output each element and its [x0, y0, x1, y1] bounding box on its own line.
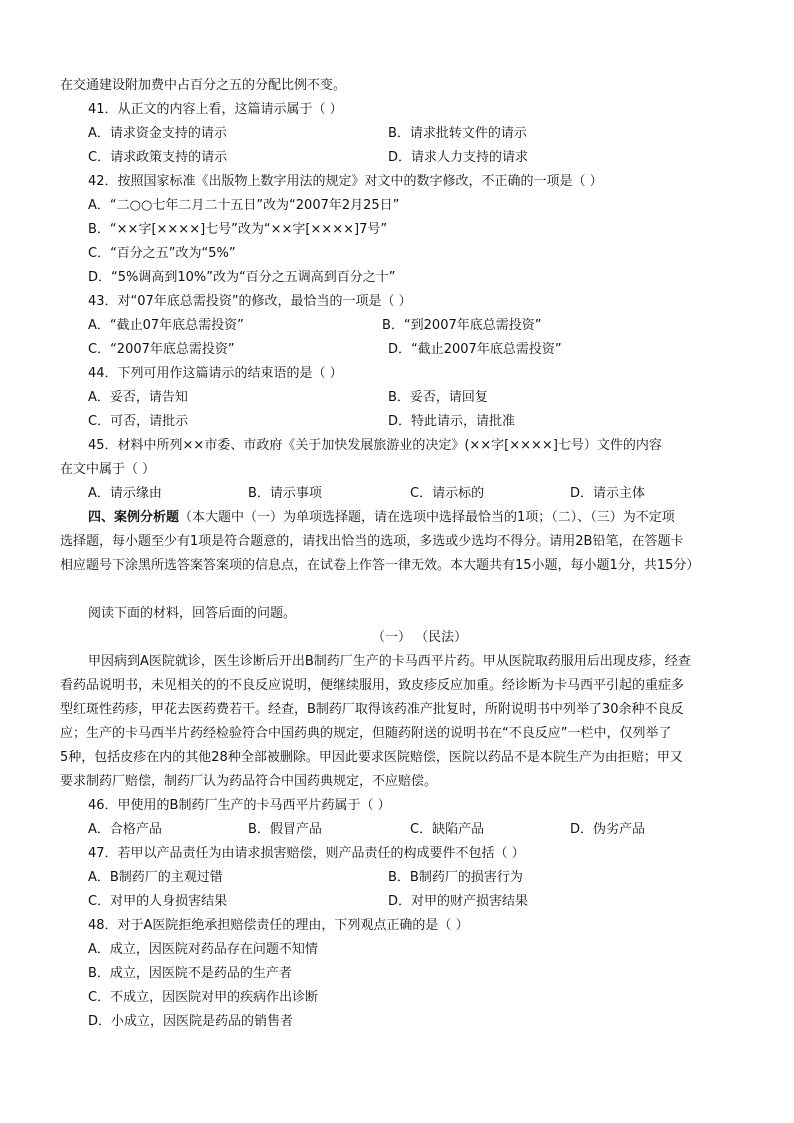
section-4-header	[88, 508, 675, 528]
case-1-passage-line: 甲因病到A医院就诊，医生诊断后开出B制药厂生产的卡马西平片药。甲从医院取药服用后出现皮疹，经查	[88, 654, 691, 669]
question-41-option-c: C．请求政策支持的请示	[88, 150, 228, 165]
question-45-option-d: D．请示主体	[570, 486, 646, 501]
question-42-option-b: B．“××字[××××]七号”改为“××字[××××]7号”	[88, 222, 388, 237]
question-47-option-b: B．B制药厂的损害行为	[388, 870, 523, 885]
question-47-option-c: C．对甲的人身损害结果	[88, 894, 228, 909]
question-43-option-d: D．“截止2007年底总需投资”	[388, 342, 562, 357]
case-1-passage-line: 应；生产的卡马西半片药经检验符合中国药典的规定，但随药附送的说明书在“不良反应”一栏中，仅列举了	[60, 726, 672, 741]
question-46-stem: 46．甲使用的B制药厂生产的卡马西平片药属于（ ）	[88, 798, 391, 813]
question-47-option-a: A．B制药厂的主观过错	[88, 870, 223, 885]
question-46-option-d: D．伪劣产品	[570, 822, 646, 837]
case-1-heading: （一） （民法）	[372, 630, 468, 645]
question-42-option-d: D．“5%调高到10%”改为“百分之五调高到百分之十”	[88, 270, 396, 285]
question-44-option-d: D．特此请示，请批准	[388, 414, 516, 429]
intro-tail: 在交通建设附加费中占百分之五的分配比例不变。	[60, 78, 347, 93]
section-4-instructions-line-2: 选择题，每小题至少有1项是符合题意的，请找出恰当的选项，多选或少选均不得分。请用2B铅笔，在答题卡	[60, 534, 684, 549]
question-46-option-b: B．假冒产品	[248, 822, 322, 837]
question-47-option-d: D．对甲的财产损害结果	[388, 894, 529, 909]
question-44-option-b: B．妥否，请回复	[388, 390, 488, 405]
question-48-option-a: A．成立，因医院对药品存在问题不知情	[88, 942, 318, 957]
question-45-stem-line-2: 在文中属于（ ）	[60, 462, 156, 477]
question-41-option-a: A．请求资金支持的请示	[88, 126, 227, 141]
question-43-option-b: B．“到2007年底总需投资”	[382, 318, 542, 333]
case-1-passage-line: 5种，包括皮疹在内的其他28种全部被删除。甲因此要求医院赔偿，医院以药品不是本院生产为由拒赔；甲又	[60, 750, 683, 765]
question-43-option-a: A．“截止07年底总需投资”	[88, 318, 244, 333]
question-48-option-c: C．不成立，因医院对甲的疾病作出诊断	[88, 990, 319, 1005]
question-48-option-b: B．成立，因医院不是药品的生产者	[88, 966, 292, 981]
question-48-stem: 48．对于A医院拒绝承担赔偿责任的理由，下列观点正确的是（ ）	[88, 918, 469, 933]
question-44-stem: 44．下列可用作这篇请示的结束语的是（ ）	[88, 366, 343, 381]
read-prompt: 阅读下面的材料，回答后面的问题。	[88, 606, 297, 621]
case-1-passage-line: 要求制药厂赔偿，制药厂认为药品符合中国药典规定，不应赔偿。	[60, 774, 438, 789]
question-48-option-d: D．小成立，因医院是药品的销售者	[88, 1014, 294, 1029]
question-43-option-c: C．“2007年底总需投资”	[88, 342, 235, 357]
question-45-stem-line-1: 45．材料中所列××市委、市政府《关于加快发展旅游业的决定》(××字[××××]七号）文件的内容	[88, 438, 662, 453]
question-46-option-a: A．合格产品	[88, 822, 162, 837]
question-41-option-d: D．请求人力支持的请求	[388, 150, 529, 165]
case-1-passage-line: 型红斑性药疹，甲花去医药费若干。经查，B制药厂取得该药准产批复时，所附说明书中列举了30余种不良反	[60, 702, 684, 717]
question-47-stem: 47．若甲以产品责任为由请求损害赔偿，则产品责任的构成要件不包括（ ）	[88, 846, 525, 861]
question-42-option-a: A．“二○○七年二月二十五日”改为“2007年2月25日”	[88, 198, 400, 213]
question-44-option-a: A．妥否，请告知	[88, 390, 188, 405]
case-1-passage-line: 看药品说明书，未见相关的的不良反应说明，便继续服用，致皮疹反应加重。经诊断为卡马西平引起的重症多	[60, 678, 685, 693]
question-42-option-c: C．“百分之五”改为“5%”	[88, 246, 236, 261]
question-45-option-a: A．请示缘由	[88, 486, 162, 501]
question-41-stem: 41．从正文的内容上看，这篇请示属于（ ）	[88, 102, 343, 117]
section-4-instructions-line-1: （本大题中（一）为单项选择题，请在选项中选择最恰当的1项；（二）、（三）为不定项	[179, 510, 675, 525]
section-4-instructions-line-3: 相应题号下涂黑所选答案答案项的信息点，在试卷上作答一律无效。本大题共有15小题，每小题1分，共15分）	[60, 558, 700, 573]
question-41-option-b: B．请求批转文件的请示	[388, 126, 527, 141]
section-4-title: 四、案例分析题	[88, 510, 180, 525]
question-43-stem: 43．对“07年底总需投资”的修改，最恰当的一项是（ ）	[88, 294, 412, 309]
question-45-option-b: B．请示事项	[248, 486, 322, 501]
question-45-option-c: C．请示标的	[410, 486, 485, 501]
question-46-option-c: C．缺陷产品	[410, 822, 485, 837]
question-44-option-c: C．可否，请批示	[88, 414, 189, 429]
question-42-stem: 42．按照国家标准《出版物上数字用法的规定》对文中的数字修改，不正确的一项是（ ）	[88, 174, 603, 189]
